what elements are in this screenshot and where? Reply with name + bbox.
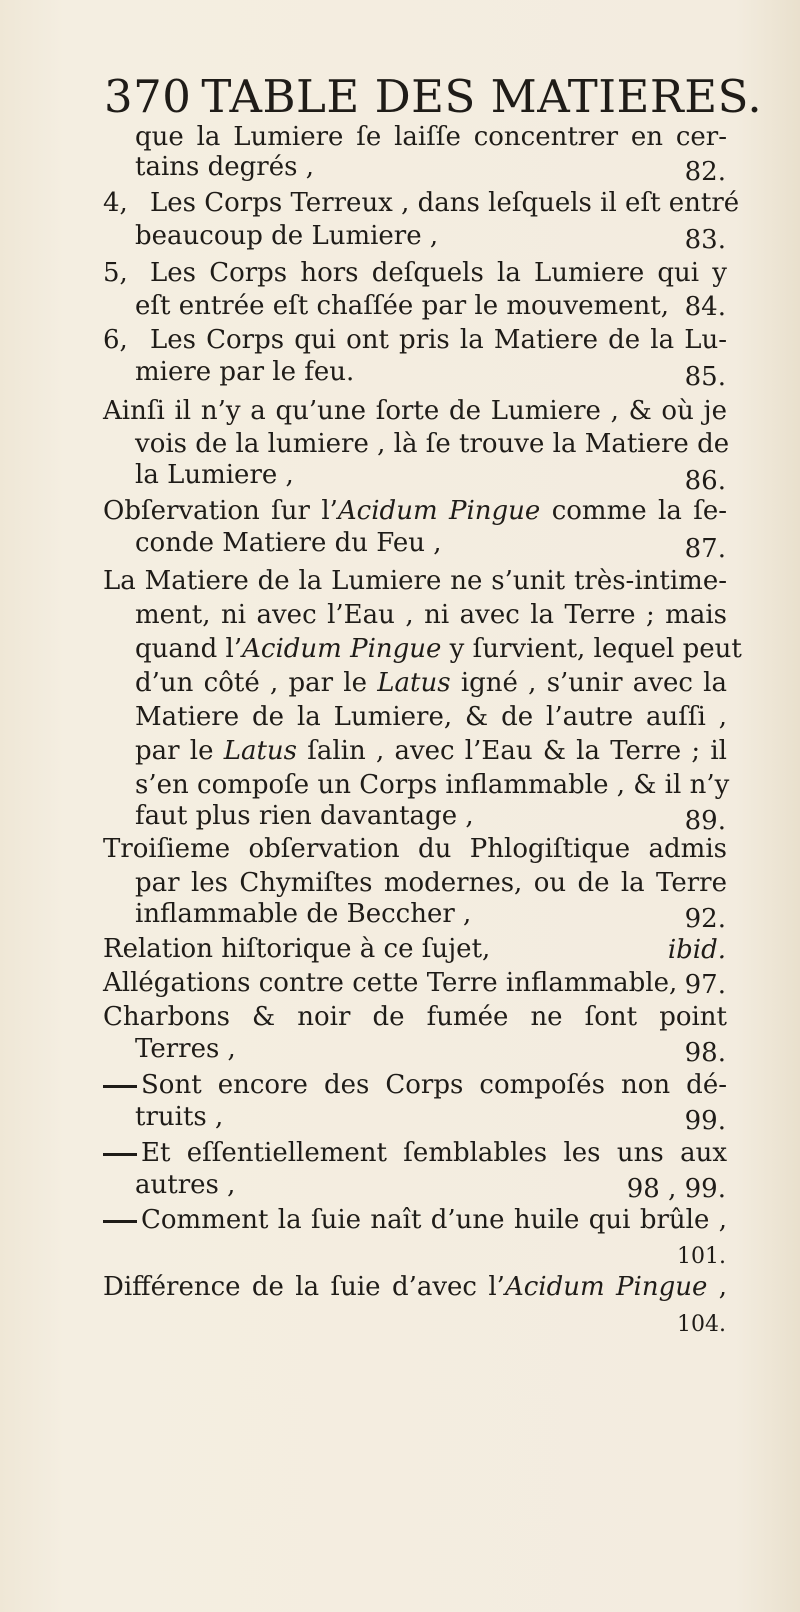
page-reference: 89. (684, 806, 726, 836)
em-dash (103, 1220, 137, 1223)
entry-text: ſalin , avec l’Eau & la Terre ; il (297, 736, 727, 766)
entry-text: , (707, 1272, 727, 1302)
page-reference: 85. (684, 362, 726, 392)
page-reference: 84. (684, 292, 726, 322)
page-reference: 86. (684, 466, 726, 496)
page-reference: 83. (684, 225, 726, 255)
page-reference: 87. (684, 534, 726, 564)
entry-marker: 4, (103, 188, 128, 218)
entry-line: Ainſi il n’y a qu’une ſorte de Lumiere , & où je (103, 396, 727, 426)
entry-italic: Acidum Pingue (504, 1272, 708, 1302)
entry-line: conde Matiere du Feu , (135, 528, 442, 558)
entry-line: Allégations contre cette Terre inflammable, (103, 968, 678, 998)
entry-line: s’en compoſe un Corps inflammable , & il n’y (135, 770, 730, 800)
entry-text: quand l’ (135, 634, 243, 664)
entry-line: Relation hiſtorique à ce ſujet, (103, 934, 491, 964)
entry-marker: 5, (103, 258, 128, 288)
entry-text: comme la ſe- (540, 496, 728, 526)
page-reference: 97. (684, 970, 726, 1000)
page-reference: 98. (684, 1038, 726, 1068)
entry-text: Différence de la ſuie d’avec l’ (103, 1272, 505, 1302)
page-reference: ibid. (667, 935, 726, 965)
entry-line: que la Lumiere ſe laiſſe concentrer en cer- (135, 122, 727, 152)
entry-line: vois de la lumiere , là ſe trouve la Matiere de (135, 429, 730, 459)
entry-italic: Acidum Pingue (337, 496, 541, 526)
entry-line: eſt entrée eſt chaſſée par le mouvement, (135, 291, 670, 321)
entry-line: tains degrés , (135, 152, 314, 182)
entry-line (135, 634, 742, 664)
entry-line (103, 1138, 727, 1168)
entry-text: Comment la ſuie naît d’une huile qui brûle , (141, 1205, 727, 1235)
entry-line: beaucoup de Lumiere , (135, 221, 439, 251)
page-reference: 99. (684, 1106, 726, 1136)
entry-line: autres , (135, 1170, 236, 1200)
entry-italic: Latus (377, 668, 451, 698)
page-reference: 98 , 99. (626, 1174, 726, 1204)
em-dash (103, 1085, 137, 1088)
entry-line: Troiſieme obſervation du Phlogiſtique admis (103, 834, 727, 864)
entry-line: par les Chymiſtes modernes, ou de la Terre (135, 868, 727, 898)
entry-line: Matiere de la Lumiere, & de l’autre auſſi , (135, 702, 727, 732)
entry-line: Terres , (135, 1034, 236, 1064)
entry-text: Sont encore des Corps compoſés non dé- (141, 1070, 727, 1100)
page-number: 370 (104, 70, 192, 123)
entry-line: Les Corps qui ont pris la Matiere de la Lu- (150, 325, 727, 355)
entry-line: faut plus rien davantage , (135, 801, 474, 831)
entry-line: Les Corps hors deſquels la Lumiere qui y (150, 258, 727, 288)
page-title: TABLE DES MATIERES. (201, 70, 763, 123)
running-header (104, 70, 762, 123)
page-reference: 92. (684, 904, 726, 934)
entry-line: Les Corps Terreux , dans leſquels il eſt entré (150, 188, 740, 218)
entry-line: ment, ni avec l’Eau , ni avec la Terre ; mais (135, 600, 727, 630)
entry-text: y ſurvient, lequel peut (441, 634, 742, 664)
entry-line: truits , (135, 1102, 224, 1132)
entry-line (135, 668, 727, 698)
entry-line: miere par le feu. (135, 357, 355, 387)
entry-line: Charbons & noir de fumée ne ſont point (103, 1002, 727, 1032)
page-reference: 82. (684, 157, 726, 187)
entry-line: inflammable de Beccher , (135, 899, 472, 929)
entry-text: par le (135, 736, 224, 766)
entry-line: la Lumiere , (135, 460, 294, 490)
page-reference: 104. (677, 1312, 726, 1337)
entry-line: La Matiere de la Lumiere ne s’unit très-intime- (103, 566, 727, 596)
entry-text: Et eſſentiellement ſemblables les uns aux (141, 1138, 727, 1168)
em-dash (103, 1153, 137, 1156)
entry-marker: 6, (103, 325, 128, 355)
page-reference: 101. (677, 1244, 726, 1269)
entry-italic: Latus (223, 736, 298, 766)
entry-line (103, 496, 727, 526)
entry-text: Obſervation ſur l’ (103, 496, 338, 526)
entry-line (103, 1205, 727, 1235)
entry-line (103, 1272, 727, 1302)
entry-text: igné , s’unir avec la (450, 668, 727, 698)
entry-line (135, 736, 727, 766)
entry-line (103, 1070, 727, 1100)
entry-italic: Acidum Pingue (242, 634, 442, 664)
entry-text: d’un côté , par le (135, 668, 378, 698)
